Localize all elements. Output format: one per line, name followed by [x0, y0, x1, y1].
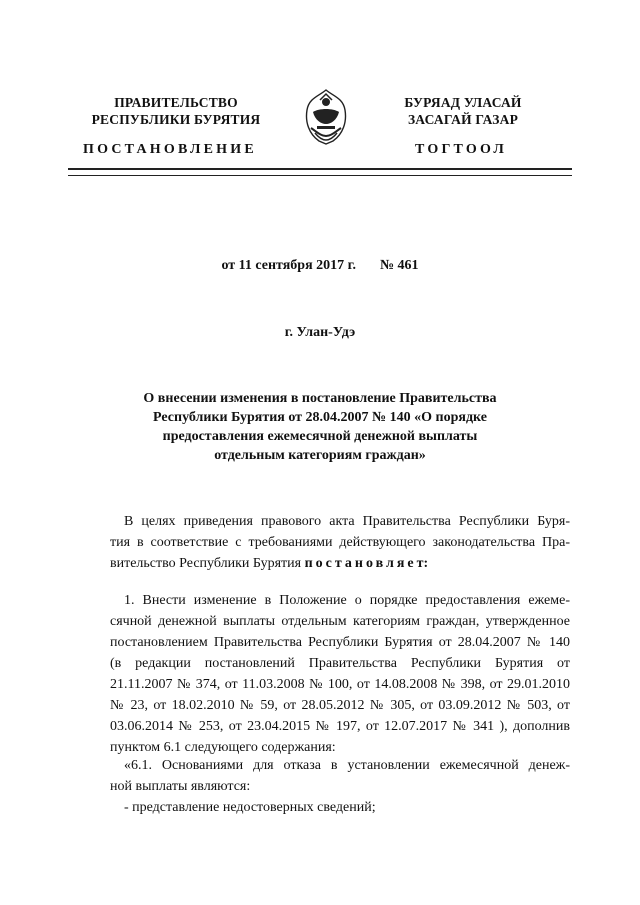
title-line: О внесении изменения в постановление Правительства	[143, 391, 497, 406]
issuer-line-1: ПРАВИТЕЛЬСТВО	[114, 95, 238, 110]
issuer-buryat-line-1: БУРЯАД УЛАСАЙ	[404, 95, 522, 110]
header-divider	[68, 168, 572, 176]
resolution-keyword: постановляе	[304, 556, 417, 571]
preamble-paragraph	[110, 511, 570, 574]
body-line: - представление недостоверных сведений;	[124, 800, 376, 815]
body-line: «6.1. Основаниями для отказа в установлении ежемесячной денеж-	[124, 758, 570, 773]
date-number-line	[0, 258, 640, 274]
body-line: 21.11.2007 № 374, от 11.03.2008 № 100, от 14.08.2008 № 398, от 29.01.2010	[110, 677, 570, 692]
document-date: от 11 сентября 2017 г.	[221, 258, 356, 273]
quoted-clause	[110, 755, 570, 818]
issuer-line-2: РЕСПУБЛИКИ БУРЯТИЯ	[91, 112, 261, 127]
body-line: ной выплаты являются:	[110, 779, 251, 794]
body-line: пунктом 6.1 следующего содержания:	[110, 740, 336, 755]
title-line: Республики Бурятия от 28.04.2007 № 140 «О порядке	[153, 410, 487, 425]
body-line: 1. Внести изменение в Положение о порядке предоставления ежеме-	[124, 593, 570, 608]
republic-coat-of-arms-icon	[299, 86, 353, 148]
body-line: постановлением Правительства Республики Бурятия от 28.04.2007 № 140	[110, 635, 570, 650]
body-line: 03.06.2014 № 253, от 23.04.2015 № 197, от 12.07.2017 № 341 ), дополнив	[110, 719, 570, 734]
body-line: тия в соответствие с требованиями действующего законодательства Пра-	[110, 535, 570, 550]
title-line: предоставления ежемесячной денежной выплаты	[162, 429, 478, 444]
body-line: В целях приведения правового акта Правительства Республики Буря-	[124, 514, 570, 529]
issuer-buryat-line-2: ЗАСАГАЙ ГАЗАР	[407, 112, 519, 127]
document-number: № 461	[379, 258, 419, 273]
body-line: (в редакции постановлений Правительства Республики Бурятия от	[110, 656, 570, 671]
body-text: вительство Республики Бурятия	[110, 556, 305, 571]
body-line: сячной денежной выплаты отдельным категориям граждан, утвержденное	[110, 614, 570, 629]
title-line: отдельным категориям граждан»	[214, 448, 426, 463]
resolution-keyword-end: т:	[416, 556, 429, 571]
document-title	[0, 389, 640, 465]
issuer-buryat	[388, 94, 538, 128]
body-line	[110, 553, 570, 574]
doc-type-russian: ПОСТАНОВЛЕНИЕ	[83, 142, 257, 157]
issuer-russian	[86, 94, 266, 128]
item-1-paragraph	[110, 590, 570, 758]
body-line: № 23, от 18.02.2010 № 59, от 28.05.2012 № 305, от 03.09.2012 № 503, от	[110, 698, 570, 713]
doc-type-buryat: ТОГТООЛ	[415, 142, 508, 157]
city: г. Улан-Удэ	[284, 325, 356, 340]
